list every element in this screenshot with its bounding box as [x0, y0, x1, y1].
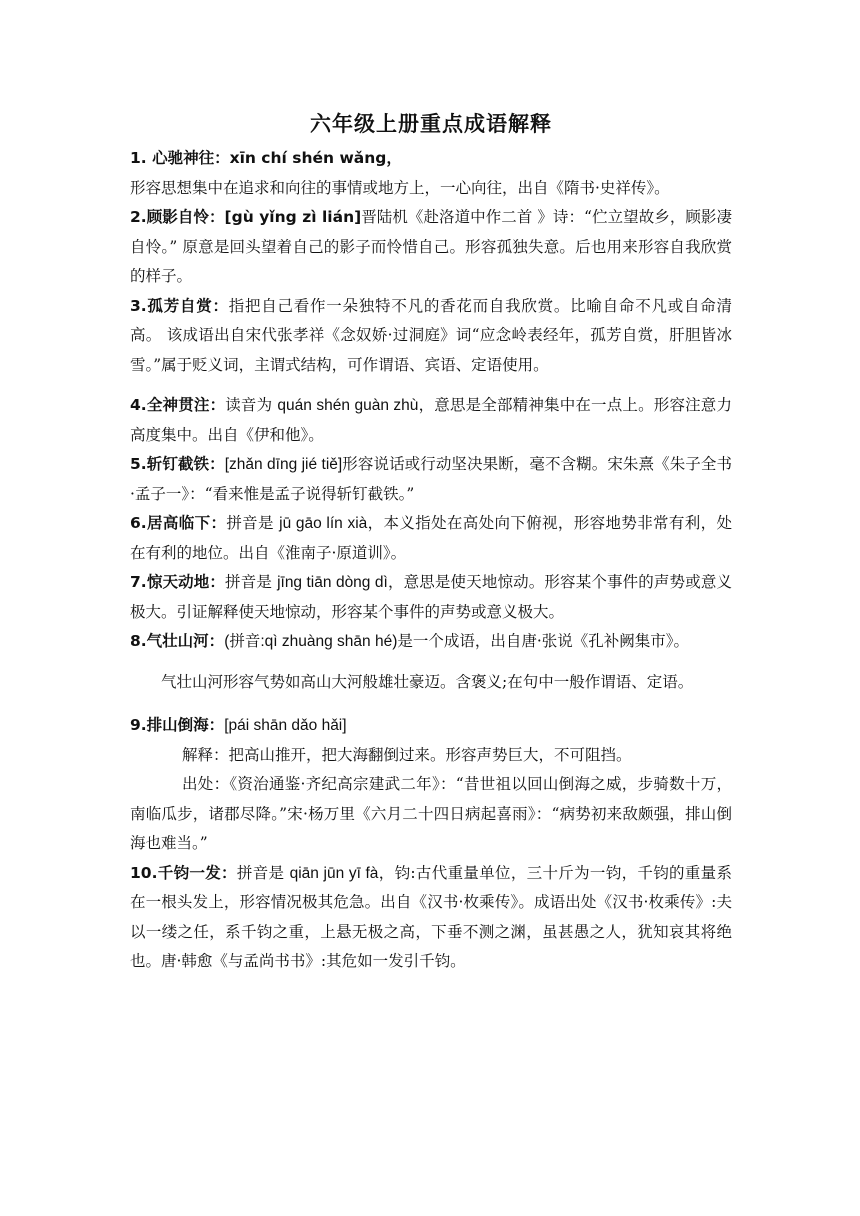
idiom-entry-1-text [130, 174, 732, 204]
idiom-term: 7.惊天动地： [130, 573, 226, 591]
idiom-explanation: 解释：把高山推开，把大海翻倒过来。形容声势巨大，不可阻挡。 [182, 745, 632, 764]
idiom-pinyin: (拼音:qì zhuàng shān hé) [224, 633, 398, 650]
idiom-definition: 形容思想集中在追求和向往的事情或地方上，一心向往，出自《隋书·史祥传》。 [130, 178, 670, 197]
idiom-entry-9-source [130, 770, 732, 859]
idiom-definition: 是一个成语，出自唐·张说《孔补阙集市》。 [397, 632, 690, 650]
idiom-term: 6.居高临下： [130, 514, 227, 532]
idiom-pinyin: jū gāo lín xià [279, 515, 368, 532]
idiom-usage: 气壮山河形容气势如高山大河般雄壮豪迈。含褒义;在句中一般作谓语、定语。 [161, 672, 694, 691]
idiom-definition: 指把自己看作一朵独特不凡的香花而自我欣赏。比喻自命不凡或自命清高。 该成语出自宋代张孝祥《念奴娇·过洞庭》词“应念岭表经年，孤芳自赏，肝胆皆冰雪。”属于贬义词，主谓式结构，可作谓语、宾语、定语使用。 [130, 296, 732, 374]
idiom-entry-9-explain [130, 741, 732, 771]
idiom-definition: 形容说话或行动坚决果断，毫不含糊。宋朱熹《朱子全书·孟子一》：“看来惟是孟子说得斩钉截铁。” [130, 455, 732, 503]
idiom-term: 4.全神贯注： [130, 396, 226, 414]
idiom-term: 2.顾影自怜：[gù yǐng zì lián] [130, 208, 362, 226]
idiom-term: 3.孤芳自赏： [130, 296, 229, 315]
idiom-pinyin: quán shén guàn zhù [277, 397, 419, 414]
idiom-definition: ，本义指处在高处向下俯视，形容地势非常有利，处在有利的地位。出自《淮南子·原道训》。 [130, 514, 732, 562]
idiom-definition: ，意思是全部精神集中在一点上。形容注意力高度集中。出自《伊和他》。 [130, 396, 732, 444]
idiom-term: 9.排山倒海： [130, 716, 225, 734]
idiom-entry-2 [130, 203, 732, 292]
idiom-entry-1 [130, 144, 732, 174]
idiom-source: 出处：《资治通鉴·齐纪高宗建武二年》：“昔世祖以回山倒海之威，步骑数十万，南临瓜步，诸郡尽降。”宋·杨万里《六月二十四日病起喜雨》：“病势初来敌颇强，排山倒海也难当。” [130, 775, 732, 852]
idiom-entry-7 [130, 568, 732, 627]
document-title: 六年级上册重点成语解释 [310, 112, 552, 136]
idiom-definition-start: 拼音是 [226, 514, 280, 532]
idiom-entry-5 [130, 450, 732, 509]
idiom-term: 8.气壮山河： [130, 632, 225, 650]
idiom-entry-8-extra [130, 668, 732, 698]
idiom-pinyin: qiān jūn yī fà [289, 864, 379, 882]
idiom-pinyin: [pái shān dǎo hǎi] [224, 717, 347, 734]
idiom-definition-start: 读音为 [225, 396, 278, 414]
idiom-term: 5.斩钉截铁： [130, 455, 225, 473]
idiom-entry-9 [130, 711, 732, 741]
idiom-definition: ，意思是使天地惊动。形容某个事件的声势或意义极大。引证解释使天地惊动，形容某个事件的声势或意义极大。 [130, 573, 732, 621]
idiom-definition-start: 拼音是 [225, 573, 278, 591]
idiom-entry-10 [130, 859, 732, 977]
idiom-pinyin: jīng tiān dòng dì [277, 574, 388, 591]
idiom-entry-4 [130, 391, 732, 450]
idiom-term: 10.千钧一发： [130, 863, 237, 882]
idiom-definition-start: 拼音是 [236, 863, 290, 882]
idiom-entry-6 [130, 509, 732, 568]
idiom-definition: ，钧:古代重量单位，三十斤为一钧，千钧的重量系在一根头发上，形容情况极其危急。出自《汉书·枚乘传》。成语出处《汉书·枚乘传》:夫以一缕之任，系千钧之重，上悬无极之高，下垂不测之渊，虽甚愚之人，犹知哀其将绝也。唐·韩愈《与孟尚书书》:其危如一发引千钧。 [130, 863, 732, 970]
idiom-entry-3 [130, 292, 732, 381]
idiom-term: 1. 心驰神往：xīn chí shén wǎng， [130, 149, 402, 167]
idiom-pinyin: [zhǎn dīng jié tiě] [224, 456, 343, 473]
idiom-entry-8 [130, 627, 732, 657]
idiom-definition: 晋陆机《赴洛道中作二首 》诗：“伫立望故乡，顾影凄自怜。” 原意是回头望着自己的影子而怜惜自己。形容孤独失意。后也用来形容自我欣赏的样子。 [130, 208, 732, 285]
document-body [130, 110, 732, 977]
